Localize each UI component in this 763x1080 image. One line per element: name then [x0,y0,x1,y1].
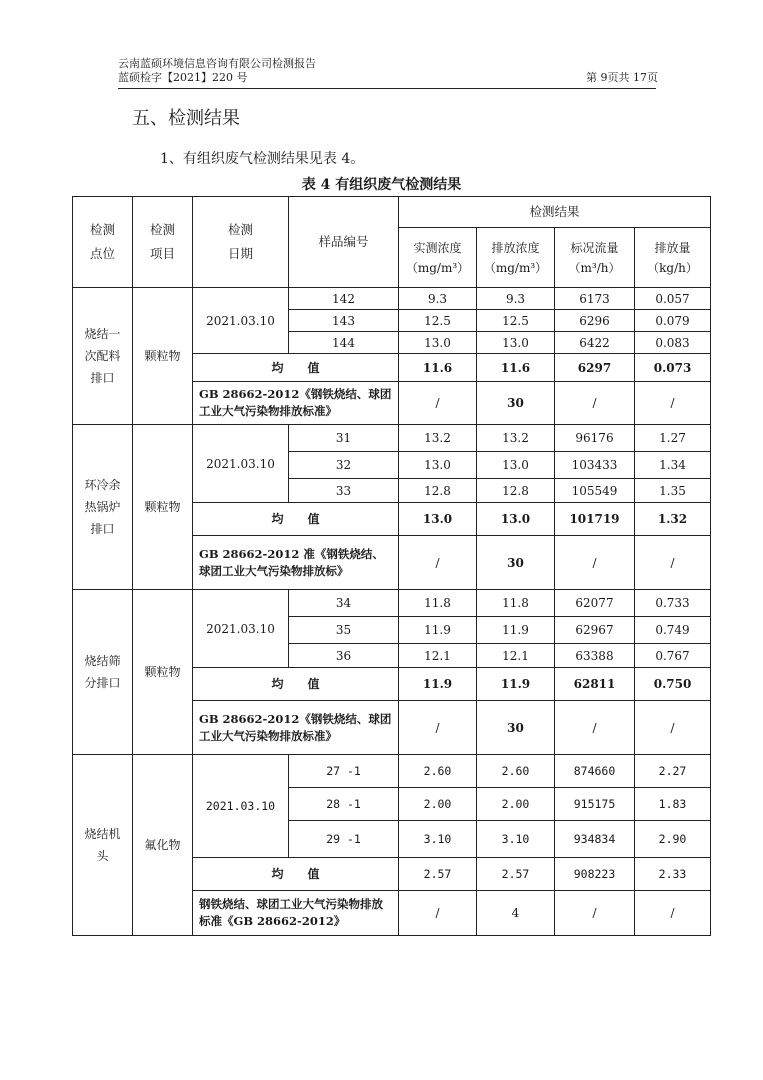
sample-cell: 31 [289,425,399,452]
table-row [73,755,711,788]
emission-cell: 13.0 [477,452,555,479]
limit-emission: 30 [477,701,555,755]
rate-cell: 1.27 [635,425,711,452]
header-row [73,197,711,228]
limit-flow: / [555,891,635,936]
average-rate: 0.073 [635,354,711,382]
flow-cell: 63388 [555,644,635,668]
flow-cell: 103433 [555,452,635,479]
sample-cell: 35 [289,617,399,644]
sample-cell: 29 -1 [289,821,399,858]
header-results: 检测结果 [399,197,711,228]
standard-cell: GB 28662-2012 准《钢铁烧结、球团工业大气污染物排放标》 [193,536,399,590]
rate-cell: 2.27 [635,755,711,788]
measured-cell: 13.0 [399,452,477,479]
date-cell: 2021.03.10 [193,288,289,354]
sample-cell: 144 [289,332,399,354]
measured-cell: 12.1 [399,644,477,668]
measured-cell: 13.2 [399,425,477,452]
point-cell: 烧结一 次配料 排口 [73,288,133,425]
emission-cell: 12.1 [477,644,555,668]
limit-emission: 30 [477,536,555,590]
average-measured: 2.57 [399,858,477,891]
flow-cell: 96176 [555,425,635,452]
item-cell: 颗粒物 [133,590,193,755]
average-emission: 2.57 [477,858,555,891]
average-flow: 101719 [555,503,635,536]
average-emission: 11.6 [477,354,555,382]
sample-cell: 32 [289,452,399,479]
average-flow: 6297 [555,354,635,382]
emission-cell: 3.10 [477,821,555,858]
emission-cell: 13.2 [477,425,555,452]
measured-cell: 2.60 [399,755,477,788]
header-measured: 实测浓度 （mg/m³） [399,228,477,288]
measured-cell: 3.10 [399,821,477,858]
item-cell: 颗粒物 [133,288,193,425]
limit-measured: / [399,891,477,936]
limit-measured: / [399,701,477,755]
limit-measured: / [399,382,477,425]
rate-cell: 1.83 [635,788,711,821]
header-flow: 标况流量 （m³/h） [555,228,635,288]
table-row [73,288,711,310]
limit-rate: / [635,382,711,425]
average-measured: 13.0 [399,503,477,536]
emission-cell: 2.00 [477,788,555,821]
flow-cell: 62077 [555,590,635,617]
emission-cell: 11.8 [477,590,555,617]
rate-cell: 0.767 [635,644,711,668]
measured-cell: 2.00 [399,788,477,821]
limit-rate: / [635,891,711,936]
emission-cell: 12.5 [477,310,555,332]
flow-cell: 6296 [555,310,635,332]
sample-cell: 34 [289,590,399,617]
rate-cell: 0.079 [635,310,711,332]
rate-cell: 0.083 [635,332,711,354]
flow-cell: 62967 [555,617,635,644]
item-cell: 氟化物 [133,755,193,936]
limit-emission: 30 [477,382,555,425]
average-emission: 13.0 [477,503,555,536]
limit-flow: / [555,382,635,425]
page-number: 第 9页共 17页 [586,71,658,84]
sample-cell: 143 [289,310,399,332]
sample-cell: 27 -1 [289,755,399,788]
report-doc-number: 蓝硕检字【2021】220 号 [118,71,248,84]
average-label: 均 值 [193,503,399,536]
average-rate: 2.33 [635,858,711,891]
item-cell: 颗粒物 [133,425,193,590]
date-cell: 2021.03.10 [193,755,289,858]
flow-cell: 6173 [555,288,635,310]
average-rate: 0.750 [635,668,711,701]
measured-cell: 9.3 [399,288,477,310]
flow-cell: 6422 [555,332,635,354]
table-row [73,425,711,452]
limit-flow: / [555,536,635,590]
limit-rate: / [635,701,711,755]
measured-cell: 11.9 [399,617,477,644]
date-cell: 2021.03.10 [193,590,289,668]
point-cell: 烧结筛 分排口 [73,590,133,755]
date-cell: 2021.03.10 [193,425,289,503]
sample-cell: 36 [289,644,399,668]
point-cell: 环冷余 热锅炉 排口 [73,425,133,590]
header-rate: 排放量 （kg/h） [635,228,711,288]
standard-cell: 钢铁烧结、球团工业大气污染物排放标准《GB 28662-2012》 [193,891,399,936]
average-label: 均 值 [193,668,399,701]
emission-cell: 13.0 [477,332,555,354]
average-flow: 908223 [555,858,635,891]
section-title: 五、检测结果 [132,108,240,129]
limit-flow: / [555,701,635,755]
limit-rate: / [635,536,711,590]
measured-cell: 12.8 [399,479,477,503]
header-rule [118,88,656,89]
header-sample: 样品编号 [289,197,399,288]
rate-cell: 1.35 [635,479,711,503]
rate-cell: 1.34 [635,452,711,479]
average-emission: 11.9 [477,668,555,701]
header-item: 检测 项目 [133,197,193,288]
limit-emission: 4 [477,891,555,936]
sample-cell: 33 [289,479,399,503]
emission-cell: 9.3 [477,288,555,310]
average-label: 均 值 [193,858,399,891]
sample-cell: 28 -1 [289,788,399,821]
emission-cell: 2.60 [477,755,555,788]
header-point: 检测 点位 [73,197,133,288]
flow-cell: 874660 [555,755,635,788]
emission-cell: 12.8 [477,479,555,503]
emission-cell: 11.9 [477,617,555,644]
table-caption: 表 4 有组织废气检测结果 [301,177,462,193]
measured-cell: 13.0 [399,332,477,354]
rate-cell: 2.90 [635,821,711,858]
flow-cell: 915175 [555,788,635,821]
header-emission: 排放浓度 （mg/m³） [477,228,555,288]
average-measured: 11.9 [399,668,477,701]
point-cell: 烧结机 头 [73,755,133,936]
standard-cell: GB 28662-2012《钢铁烧结、球团工业大气污染物排放标准》 [193,701,399,755]
rate-cell: 0.057 [635,288,711,310]
report-company-header: 云南蓝硕环境信息咨询有限公司检测报告 [118,57,316,70]
measured-cell: 12.5 [399,310,477,332]
header-date: 检测 日期 [193,197,289,288]
limit-measured: / [399,536,477,590]
average-measured: 11.6 [399,354,477,382]
intro-paragraph: 1、有组织废气检测结果见表 4。 [160,151,365,167]
average-rate: 1.32 [635,503,711,536]
rate-cell: 0.749 [635,617,711,644]
measured-cell: 11.8 [399,590,477,617]
average-flow: 62811 [555,668,635,701]
flow-cell: 105549 [555,479,635,503]
report-number-line [118,71,658,85]
sample-cell: 142 [289,288,399,310]
results-table [72,196,711,936]
rate-cell: 0.733 [635,590,711,617]
average-label: 均 值 [193,354,399,382]
standard-cell: GB 28662-2012《钢铁烧结、球团工业大气污染物排放标准》 [193,382,399,425]
table-row [73,590,711,617]
flow-cell: 934834 [555,821,635,858]
